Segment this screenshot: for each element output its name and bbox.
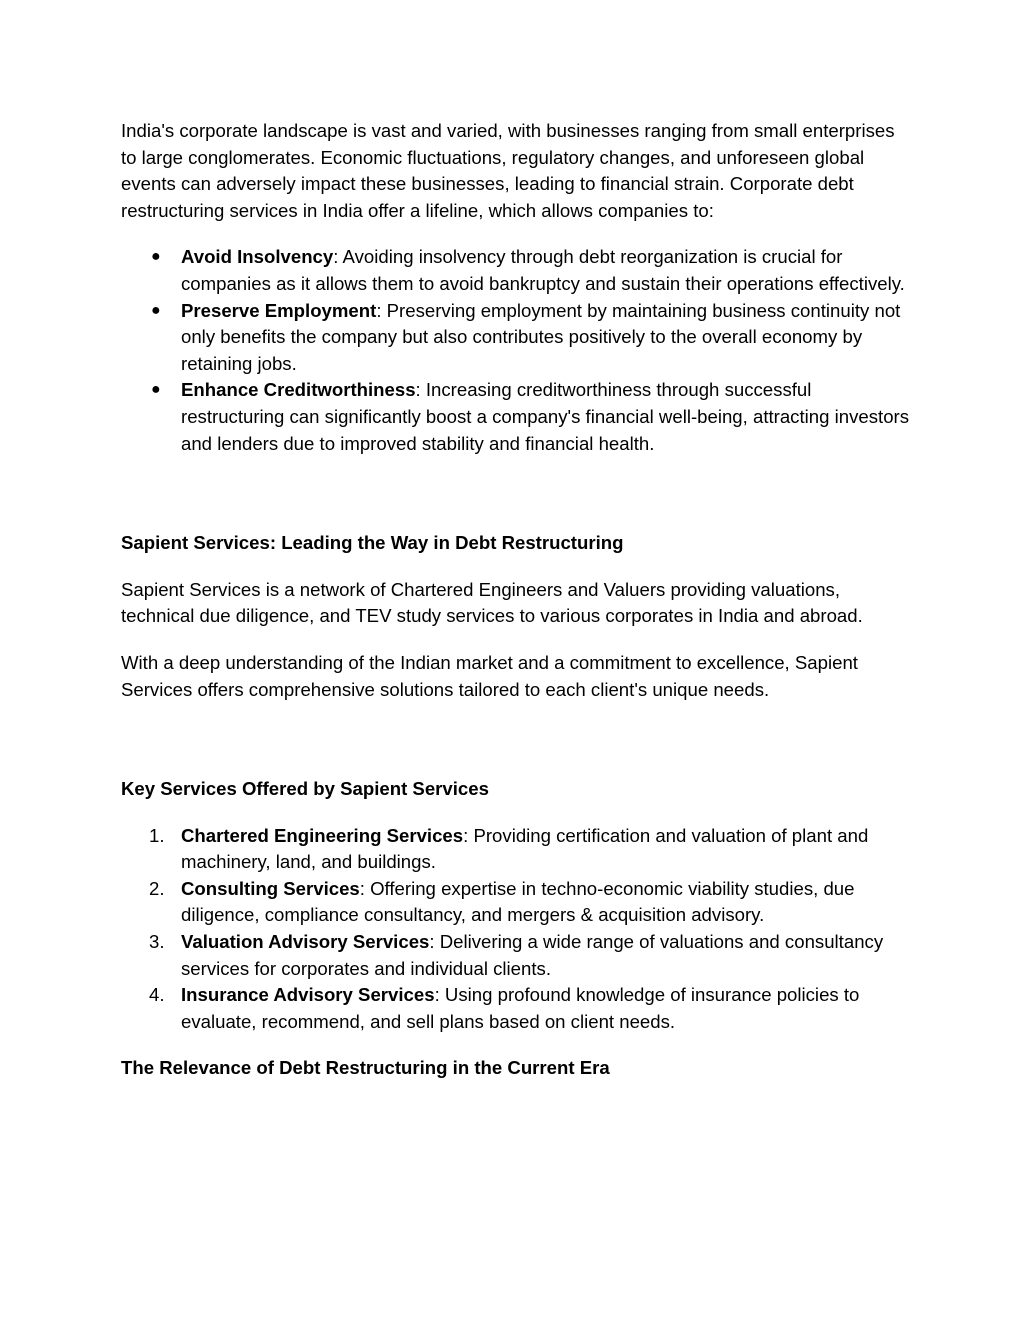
benefits-list	[121, 244, 911, 457]
section-paragraph: Sapient Services is a network of Chartered Engineers and Valuers providing valuations, technical due diligence, and TEV study services to various corporates in India and abroad.	[121, 578, 863, 627]
list-item-title: Preserve Employment	[181, 299, 377, 321]
list-item-text: : Offering expertise in techno-economic viability studies, due diligence, compliance consultancy, and mergers & acquisition advisory.	[181, 877, 855, 926]
spacer	[121, 723, 911, 776]
list-number: 2.	[149, 877, 165, 899]
section-heading: The Relevance of Debt Restructuring in the Current Era	[121, 1057, 610, 1079]
bullet-marker: ●	[151, 381, 161, 399]
list-item-text: : Delivering a wide range of valuations and consultancy services for corporates and individual clients.	[181, 931, 884, 979]
list-number: 1.	[149, 824, 165, 846]
section-paragraph: With a deep understanding of the Indian market and a commitment to excellence, Sapient Services offers comprehensive solutions tailored to each client's unique needs.	[121, 651, 858, 700]
section-heading: Key Services Offered by Sapient Services	[121, 778, 489, 800]
list-item-title: Insurance Advisory Services	[181, 984, 435, 1006]
list-item-text: : Avoiding insolvency through debt reorganization is crucial for companies as it allows them to avoid bankruptcy and sustain their operations effectively.	[181, 246, 905, 294]
list-item-title: Enhance Creditworthiness	[181, 379, 416, 401]
list-item-title: Valuation Advisory Services	[181, 931, 430, 953]
list-item-text: : Providing certification and valuation of plant and machinery, land, and buildings.	[181, 824, 869, 873]
list-item	[121, 823, 911, 876]
list-number: 4.	[149, 984, 165, 1006]
services-list	[121, 823, 911, 1036]
list-item-text: : Using profound knowledge of insurance policies to evaluate, recommend, and sell plans based on client needs.	[181, 984, 860, 1032]
list-item	[121, 377, 911, 457]
list-item	[121, 876, 911, 929]
list-number: 3.	[149, 931, 165, 953]
bullet-marker: ●	[151, 248, 161, 266]
list-item-text: : Increasing creditworthiness through successful restructuring can significantly boost a company's financial well-being, attracting investors and lenders due to improved stability and financial health.	[181, 379, 910, 454]
list-item	[121, 982, 911, 1035]
list-item-title: Consulting Services	[181, 877, 360, 899]
list-item-title: Avoid Insolvency	[181, 246, 334, 268]
list-item-title: Chartered Engineering Services	[181, 824, 464, 846]
section-heading: Sapient Services: Leading the Way in Debt Restructuring	[121, 532, 624, 554]
intro-paragraph: India's corporate landscape is vast and varied, with businesses ranging from small enterprises to large conglomerates. Economic fluctuations, regulatory changes, and unforeseen global events can adversely impact these businesses, leading to financial strain. Corporate debt restructuring services in India offer a lifeline, which allows companies to:	[121, 120, 895, 221]
list-item	[121, 298, 911, 378]
document-page	[121, 118, 911, 1102]
list-item	[121, 244, 911, 297]
list-item-text: : Preserving employment by maintaining business continuity not only benefits the company but also contributes positively to the overall economy by retaining jobs.	[181, 299, 901, 374]
list-item	[121, 929, 911, 982]
bullet-marker: ●	[151, 301, 161, 319]
spacer	[121, 477, 911, 530]
